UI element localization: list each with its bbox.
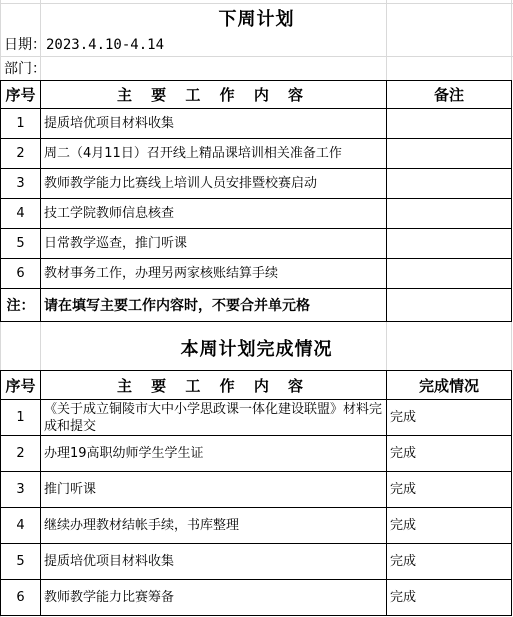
note-text: 请在填写主要工作内容时，不要合并单元格 [40,288,387,322]
this-row-status: 完成 [386,399,512,436]
date-label: 日期：2023.4.10-4.14 [4,37,165,53]
header-remark: 备注 [386,80,512,109]
next-row-content: 教师教学能力比赛线上培训人员安排暨校赛启动 [40,168,387,199]
next-row-remark [386,228,512,259]
this-row-status: 完成 [386,507,512,544]
next-week-title: 下周计划 [218,9,295,30]
next-row-remark [386,258,512,289]
note-label: 注： [0,288,41,322]
next-row-no: 3 [0,168,41,199]
this-row-content: 《关于成立铜陵市大中小学思政课一体化建设联盟》材料完成和提交 [40,399,387,436]
this-week-title: 本周计划完成情况 [180,339,333,360]
this-row-content: 教师教学能力比赛筹备 [40,579,387,616]
this-row-status: 完成 [386,579,512,616]
this-row-content: 继续办理教材结帐手续，书库整理 [40,507,387,544]
this-row-status: 完成 [386,435,512,472]
next-row-no: 2 [0,138,41,169]
next-row-remark [386,138,512,169]
next-row-remark [386,108,512,139]
next-row-content: 提质培优项目材料收集 [40,108,387,139]
next-row-no: 1 [0,108,41,139]
next-row-no: 4 [0,198,41,229]
next-row-content: 周二（4月11日）召开线上精品课培训相关准备工作 [40,138,387,169]
note-remark-cell [386,288,512,322]
this-row-content: 提质培优项目材料收集 [40,543,387,580]
this-row-content: 推门听课 [40,471,387,508]
header-no: 序号 [0,80,41,109]
this-row-no: 6 [0,579,41,616]
header-content: 主 要 工 作 内 容 [40,80,387,109]
this-row-no: 3 [0,471,41,508]
this-row-no: 4 [0,507,41,544]
next-row-content: 教材事务工作，办理另两家核账结算手续 [40,258,387,289]
this-row-no: 2 [0,435,41,472]
this-row-status: 完成 [386,543,512,580]
this-row-content: 办理19高职幼师学生学生证 [40,435,387,472]
next-row-no: 6 [0,258,41,289]
next-row-remark [386,168,512,199]
header-no: 序号 [0,370,41,400]
this-row-no: 1 [0,399,41,436]
header-content: 主 要 工 作 内 容 [40,370,387,400]
department-label: 部门： [4,61,46,77]
next-row-content: 日常教学巡查，推门听课 [40,228,387,259]
next-row-content: 技工学院教师信息核查 [40,198,387,229]
next-row-remark [386,198,512,229]
next-row-no: 5 [0,228,41,259]
this-row-status: 完成 [386,471,512,508]
this-row-no: 5 [0,543,41,580]
header-status: 完成情况 [386,370,512,400]
